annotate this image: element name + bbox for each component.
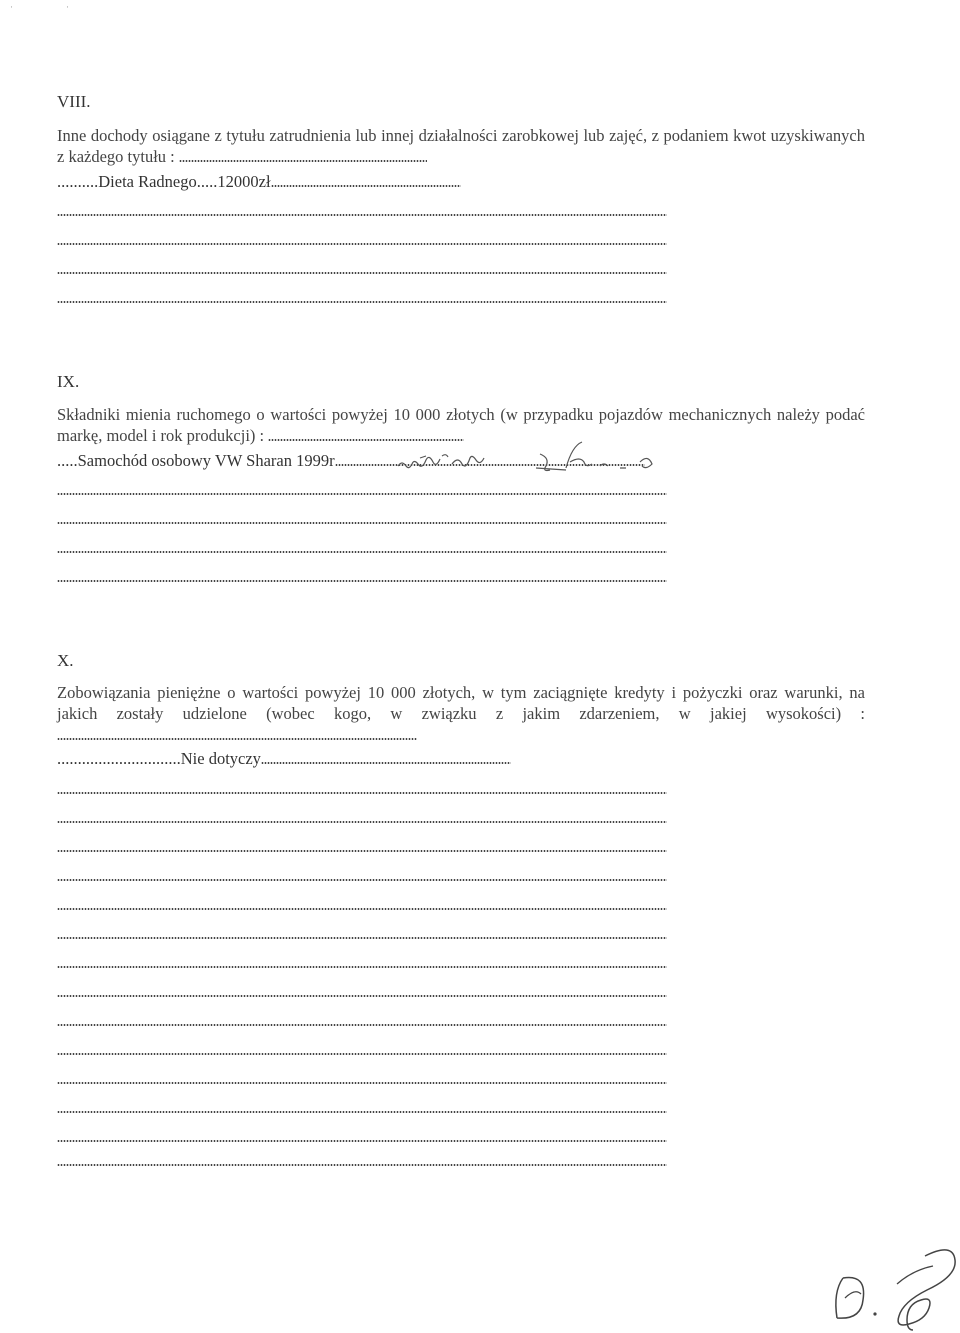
blank-dotted-line [57,1140,667,1142]
dotted-fill [57,738,417,740]
blank-dotted-line [57,580,667,582]
scan-speck: · [66,2,69,12]
answer-text: Nie dotyczy [180,749,261,768]
dotted-fill [261,762,511,764]
section-x-heading: X. [57,651,74,670]
section-viii-answer [57,172,461,192]
blank-dotted-line [57,493,667,495]
blank-dotted-line [57,301,667,303]
blank-dotted-line [57,551,667,553]
blank-dotted-line [57,1164,667,1166]
section-x-question: Zobowiązania pieniężne o wartości powyżej 10 000 złotych, w tym zaciągnięte kredyty i pożyczki oraz warunki, na jakich zostały udzielone (wobec kogo, w związku z jakim zdarzeniem, w jakiej wysokości) : [57,683,865,723]
answer-prefix-dots: ..... [57,451,78,470]
blank-dotted-line [57,966,667,968]
blank-dotted-line [57,1111,667,1113]
handwritten-signature [390,440,680,480]
section-viii-heading: VIII. [57,92,91,111]
blank-dotted-line [57,879,667,881]
handwritten-page-mark [825,1240,960,1333]
answer-text: Samochód osobowy VW Sharan 1999r [77,451,335,470]
section-viii-text [57,125,865,167]
answer-prefix-dots: .......... [57,172,99,191]
blank-dotted-line [57,522,667,524]
blank-dotted-line [57,1024,667,1026]
blank-dotted-line [57,1082,667,1084]
blank-dotted-line [57,821,667,823]
answer-text: Dieta Radnego.....12000zł [98,172,271,191]
blank-dotted-line [57,243,667,245]
blank-dotted-line [57,1053,667,1055]
dotted-fill [271,185,461,187]
blank-dotted-line [57,272,667,274]
section-ix-heading: IX. [57,372,80,391]
blank-dotted-line [57,792,667,794]
scan-speck: · [10,2,13,12]
blank-dotted-line [57,937,667,939]
blank-dotted-line [57,908,667,910]
blank-dotted-line [57,850,667,852]
section-ix-question: Składniki mienia ruchomego o wartości powyżej 10 000 złotych (w przypadku pojazdów mechanicznych należy podać markę, model i rok produkcji) : [57,405,865,445]
blank-dotted-line [57,995,667,997]
section-x-text [57,682,865,745]
answer-prefix-dots: .............................. [57,749,181,768]
section-viii-question: Inne dochody osiągane z tytułu zatrudnienia lub innej działalności zarobkowej lub zajęć, z podaniem kwot uzyskiwanych z każdego tytułu : [57,126,865,166]
section-x-answer [57,749,511,769]
dotted-fill [179,160,427,162]
blank-dotted-line [57,214,667,216]
